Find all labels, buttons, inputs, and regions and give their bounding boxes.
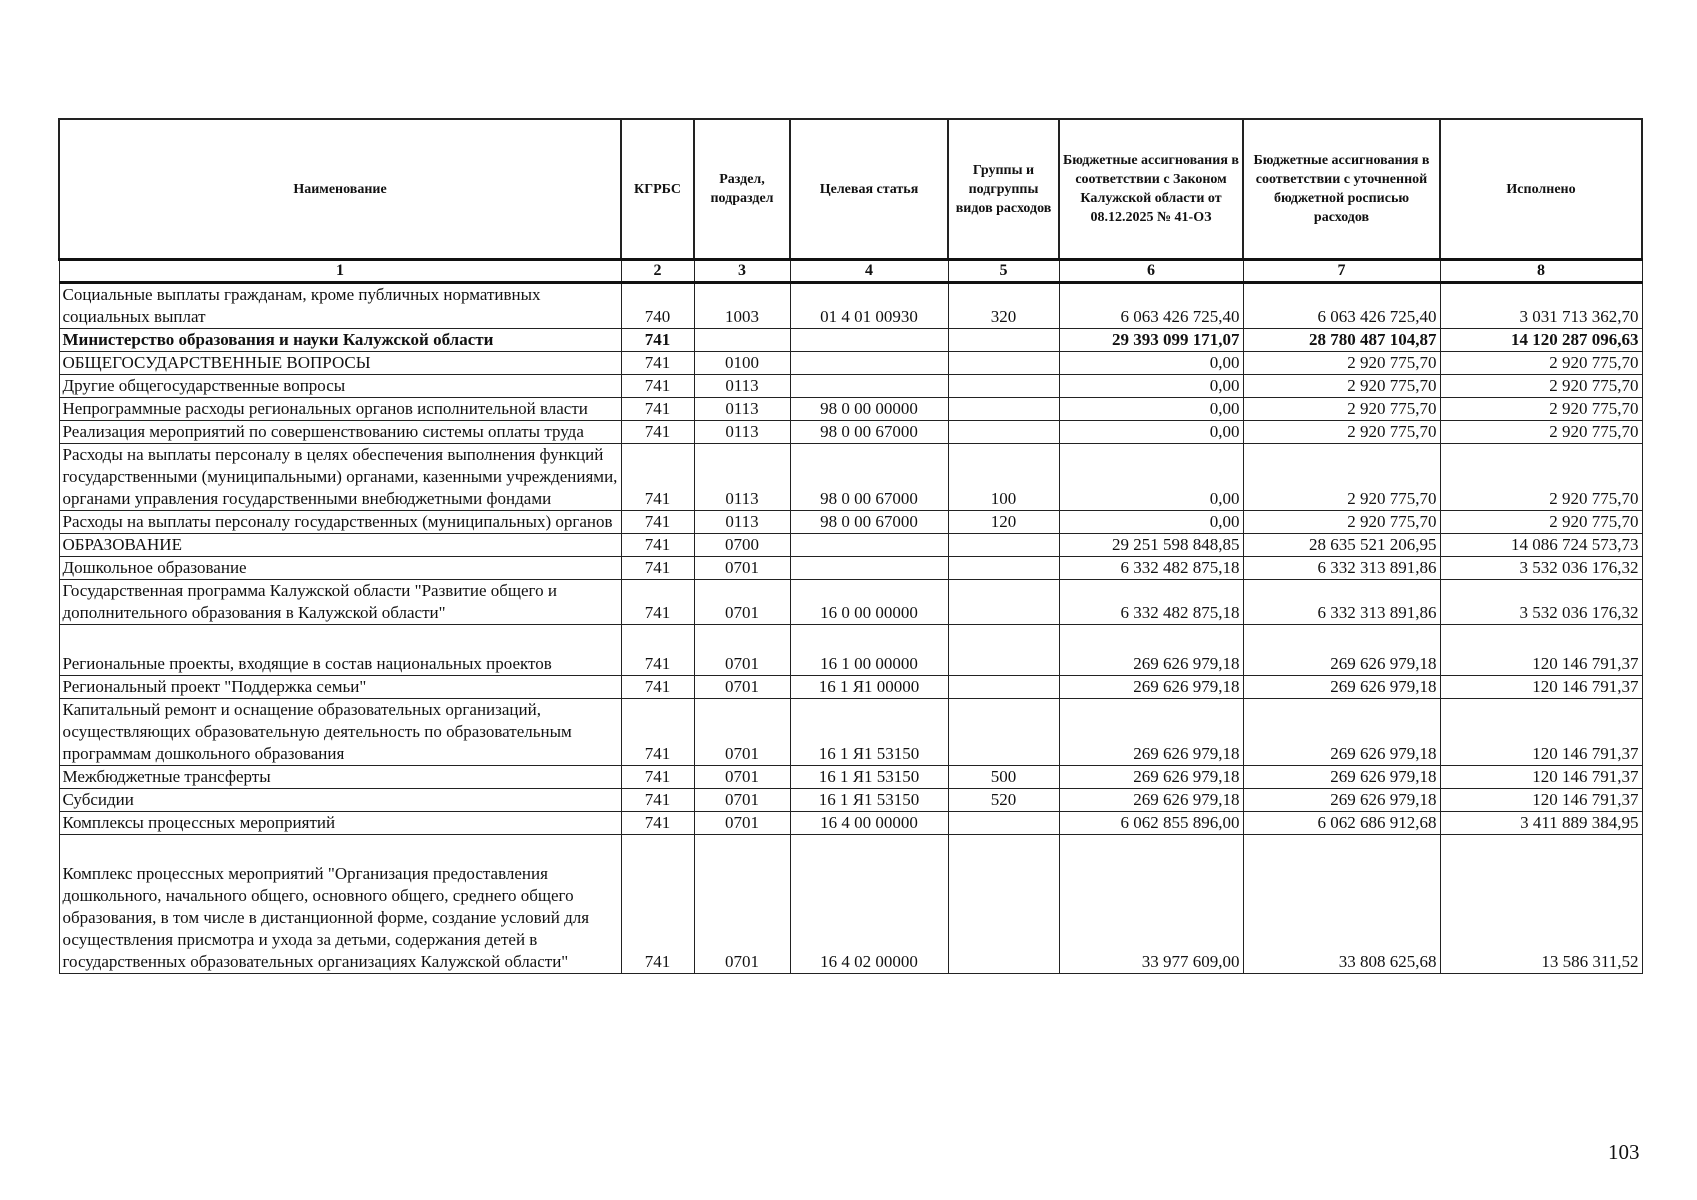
cell-kgrbs: 741 bbox=[621, 444, 694, 511]
cell-razdel: 0701 bbox=[694, 625, 790, 676]
header-razdel: Раздел, подраздел bbox=[694, 119, 790, 260]
cell-rospis: 2 920 775,70 bbox=[1243, 352, 1440, 375]
cell-name: Министерство образования и науки Калужской области bbox=[59, 329, 621, 352]
cell-celevaya bbox=[790, 375, 948, 398]
cell-razdel: 0701 bbox=[694, 580, 790, 625]
table-row bbox=[59, 329, 1642, 352]
cell-ispolneno: 2 920 775,70 bbox=[1440, 375, 1642, 398]
cell-vid bbox=[948, 329, 1059, 352]
column-number: 5 bbox=[948, 260, 1059, 283]
cell-name: Комплексы процессных мероприятий bbox=[59, 812, 621, 835]
cell-celevaya: 16 4 02 00000 bbox=[790, 835, 948, 974]
cell-razdel: 0701 bbox=[694, 766, 790, 789]
cell-ispolneno: 120 146 791,37 bbox=[1440, 625, 1642, 676]
cell-razdel: 0113 bbox=[694, 444, 790, 511]
table-row bbox=[59, 580, 1642, 625]
cell-rospis: 2 920 775,70 bbox=[1243, 398, 1440, 421]
budget-execution-table bbox=[58, 118, 1643, 974]
cell-ispolneno: 3 532 036 176,32 bbox=[1440, 580, 1642, 625]
column-number: 1 bbox=[59, 260, 621, 283]
cell-ispolneno: 2 920 775,70 bbox=[1440, 511, 1642, 534]
cell-kgrbs: 741 bbox=[621, 557, 694, 580]
cell-kgrbs: 741 bbox=[621, 789, 694, 812]
cell-celevaya bbox=[790, 352, 948, 375]
page-number: 103 bbox=[1608, 1140, 1640, 1164]
cell-kgrbs: 741 bbox=[621, 812, 694, 835]
cell-rospis: 6 063 426 725,40 bbox=[1243, 283, 1440, 329]
cell-rospis: 269 626 979,18 bbox=[1243, 676, 1440, 699]
cell-kgrbs: 741 bbox=[621, 835, 694, 974]
cell-celevaya: 16 1 Я1 00000 bbox=[790, 676, 948, 699]
cell-vid bbox=[948, 812, 1059, 835]
cell-name: Капитальный ремонт и оснащение образовательных организаций, осуществляющих образовательную деятельность по образовательным программам дошкольного образования bbox=[59, 699, 621, 766]
cell-law: 269 626 979,18 bbox=[1059, 789, 1243, 812]
cell-kgrbs: 740 bbox=[621, 283, 694, 329]
cell-name: Другие общегосударственные вопросы bbox=[59, 375, 621, 398]
cell-name: ОБЩЕГОСУДАРСТВЕННЫЕ ВОПРОСЫ bbox=[59, 352, 621, 375]
cell-razdel: 0701 bbox=[694, 789, 790, 812]
cell-vid: 120 bbox=[948, 511, 1059, 534]
cell-rospis: 33 808 625,68 bbox=[1243, 835, 1440, 974]
cell-celevaya: 01 4 01 00930 bbox=[790, 283, 948, 329]
cell-ispolneno: 120 146 791,37 bbox=[1440, 766, 1642, 789]
table-row bbox=[59, 789, 1642, 812]
column-number-row bbox=[59, 260, 1642, 283]
cell-law: 6 332 482 875,18 bbox=[1059, 557, 1243, 580]
cell-law: 269 626 979,18 bbox=[1059, 699, 1243, 766]
cell-ispolneno: 3 031 713 362,70 bbox=[1440, 283, 1642, 329]
cell-rospis: 28 780 487 104,87 bbox=[1243, 329, 1440, 352]
cell-celevaya: 98 0 00 00000 bbox=[790, 398, 948, 421]
cell-vid: 520 bbox=[948, 789, 1059, 812]
cell-ispolneno: 3 532 036 176,32 bbox=[1440, 557, 1642, 580]
cell-ispolneno: 14 086 724 573,73 bbox=[1440, 534, 1642, 557]
cell-rospis: 6 062 686 912,68 bbox=[1243, 812, 1440, 835]
table-row bbox=[59, 835, 1642, 974]
cell-law: 269 626 979,18 bbox=[1059, 766, 1243, 789]
cell-celevaya: 98 0 00 67000 bbox=[790, 421, 948, 444]
cell-vid: 100 bbox=[948, 444, 1059, 511]
table-row bbox=[59, 511, 1642, 534]
cell-kgrbs: 741 bbox=[621, 398, 694, 421]
cell-law: 269 626 979,18 bbox=[1059, 625, 1243, 676]
cell-rospis: 2 920 775,70 bbox=[1243, 375, 1440, 398]
cell-vid: 500 bbox=[948, 766, 1059, 789]
cell-ispolneno: 120 146 791,37 bbox=[1440, 699, 1642, 766]
cell-vid bbox=[948, 580, 1059, 625]
cell-ispolneno: 3 411 889 384,95 bbox=[1440, 812, 1642, 835]
table-row bbox=[59, 812, 1642, 835]
cell-rospis: 269 626 979,18 bbox=[1243, 625, 1440, 676]
cell-celevaya: 98 0 00 67000 bbox=[790, 511, 948, 534]
cell-kgrbs: 741 bbox=[621, 766, 694, 789]
column-number: 8 bbox=[1440, 260, 1642, 283]
cell-razdel bbox=[694, 329, 790, 352]
cell-celevaya bbox=[790, 329, 948, 352]
cell-celevaya: 16 0 00 00000 bbox=[790, 580, 948, 625]
table-body bbox=[59, 283, 1642, 974]
cell-celevaya: 98 0 00 67000 bbox=[790, 444, 948, 511]
cell-rospis: 2 920 775,70 bbox=[1243, 511, 1440, 534]
cell-razdel: 0100 bbox=[694, 352, 790, 375]
cell-ispolneno: 2 920 775,70 bbox=[1440, 444, 1642, 511]
cell-law: 6 063 426 725,40 bbox=[1059, 283, 1243, 329]
cell-vid bbox=[948, 534, 1059, 557]
cell-name: Расходы на выплаты персоналу государственных (муниципальных) органов bbox=[59, 511, 621, 534]
cell-ispolneno: 14 120 287 096,63 bbox=[1440, 329, 1642, 352]
cell-razdel: 0701 bbox=[694, 812, 790, 835]
cell-vid bbox=[948, 625, 1059, 676]
cell-kgrbs: 741 bbox=[621, 329, 694, 352]
table-row bbox=[59, 557, 1642, 580]
cell-kgrbs: 741 bbox=[621, 676, 694, 699]
cell-kgrbs: 741 bbox=[621, 699, 694, 766]
cell-name: Комплекс процессных мероприятий "Организация предоставления дошкольного, начального общего, основного общего, среднего общего образования, в том числе в дистанционной форме, создание условий для осуществления присмотра и ухода за детьми, содержания детей в государственных образовательных организациях Калужской области" bbox=[59, 835, 621, 974]
table-row bbox=[59, 534, 1642, 557]
cell-vid bbox=[948, 557, 1059, 580]
table-row bbox=[59, 283, 1642, 329]
cell-law: 0,00 bbox=[1059, 444, 1243, 511]
cell-vid bbox=[948, 676, 1059, 699]
cell-razdel: 0113 bbox=[694, 375, 790, 398]
cell-ispolneno: 2 920 775,70 bbox=[1440, 421, 1642, 444]
cell-law: 0,00 bbox=[1059, 398, 1243, 421]
column-number: 3 bbox=[694, 260, 790, 283]
table-row bbox=[59, 766, 1642, 789]
cell-razdel: 0113 bbox=[694, 398, 790, 421]
header-rospis: Бюджетные ассигнования в соответствии с уточненной бюджетной росписью расходов bbox=[1243, 119, 1440, 260]
cell-vid bbox=[948, 421, 1059, 444]
header-vid: Группы и подгруппы видов расходов bbox=[948, 119, 1059, 260]
cell-name: Региональный проект "Поддержка семьи" bbox=[59, 676, 621, 699]
cell-law: 0,00 bbox=[1059, 511, 1243, 534]
cell-celevaya: 16 1 Я1 53150 bbox=[790, 699, 948, 766]
table-row bbox=[59, 444, 1642, 511]
column-number: 2 bbox=[621, 260, 694, 283]
cell-vid: 320 bbox=[948, 283, 1059, 329]
header-celevaya: Целевая статья bbox=[790, 119, 948, 260]
cell-razdel: 1003 bbox=[694, 283, 790, 329]
cell-ispolneno: 120 146 791,37 bbox=[1440, 789, 1642, 812]
table-row bbox=[59, 398, 1642, 421]
cell-rospis: 28 635 521 206,95 bbox=[1243, 534, 1440, 557]
cell-name: Субсидии bbox=[59, 789, 621, 812]
cell-law: 6 332 482 875,18 bbox=[1059, 580, 1243, 625]
table-row bbox=[59, 676, 1642, 699]
table-row bbox=[59, 421, 1642, 444]
cell-razdel: 0113 bbox=[694, 511, 790, 534]
cell-law: 0,00 bbox=[1059, 375, 1243, 398]
header-name: Наименование bbox=[59, 119, 621, 260]
cell-razdel: 0113 bbox=[694, 421, 790, 444]
cell-razdel: 0701 bbox=[694, 557, 790, 580]
cell-law: 6 062 855 896,00 bbox=[1059, 812, 1243, 835]
cell-celevaya bbox=[790, 557, 948, 580]
cell-ispolneno: 2 920 775,70 bbox=[1440, 398, 1642, 421]
header-ispolneno: Исполнено bbox=[1440, 119, 1642, 260]
cell-name: Межбюджетные трансферты bbox=[59, 766, 621, 789]
cell-celevaya bbox=[790, 534, 948, 557]
cell-kgrbs: 741 bbox=[621, 421, 694, 444]
cell-kgrbs: 741 bbox=[621, 511, 694, 534]
cell-rospis: 269 626 979,18 bbox=[1243, 789, 1440, 812]
column-number: 4 bbox=[790, 260, 948, 283]
cell-vid bbox=[948, 398, 1059, 421]
cell-rospis: 2 920 775,70 bbox=[1243, 444, 1440, 511]
cell-ispolneno: 13 586 311,52 bbox=[1440, 835, 1642, 974]
cell-name: Расходы на выплаты персоналу в целях обеспечения выполнения функций государственными (муниципальными) органами, казенными учреждениями, органами управления государственными внебюджетными фондами bbox=[59, 444, 621, 511]
cell-ispolneno: 2 920 775,70 bbox=[1440, 352, 1642, 375]
cell-vid bbox=[948, 835, 1059, 974]
cell-vid bbox=[948, 375, 1059, 398]
table-row bbox=[59, 625, 1642, 676]
cell-celevaya: 16 1 Я1 53150 bbox=[790, 766, 948, 789]
cell-rospis: 6 332 313 891,86 bbox=[1243, 557, 1440, 580]
cell-law: 29 251 598 848,85 bbox=[1059, 534, 1243, 557]
cell-kgrbs: 741 bbox=[621, 352, 694, 375]
cell-rospis: 269 626 979,18 bbox=[1243, 699, 1440, 766]
cell-rospis: 2 920 775,70 bbox=[1243, 421, 1440, 444]
cell-law: 33 977 609,00 bbox=[1059, 835, 1243, 974]
cell-rospis: 269 626 979,18 bbox=[1243, 766, 1440, 789]
cell-kgrbs: 741 bbox=[621, 375, 694, 398]
cell-kgrbs: 741 bbox=[621, 534, 694, 557]
cell-name: Социальные выплаты гражданам, кроме публичных нормативных социальных выплат bbox=[59, 283, 621, 329]
cell-name: Дошкольное образование bbox=[59, 557, 621, 580]
cell-ispolneno: 120 146 791,37 bbox=[1440, 676, 1642, 699]
table-row bbox=[59, 375, 1642, 398]
cell-law: 29 393 099 171,07 bbox=[1059, 329, 1243, 352]
cell-law: 0,00 bbox=[1059, 421, 1243, 444]
cell-vid bbox=[948, 699, 1059, 766]
cell-celevaya: 16 4 00 00000 bbox=[790, 812, 948, 835]
cell-name: Непрограммные расходы региональных органов исполнительной власти bbox=[59, 398, 621, 421]
cell-name: Реализация мероприятий по совершенствованию системы оплаты труда bbox=[59, 421, 621, 444]
column-number: 7 bbox=[1243, 260, 1440, 283]
header-law: Бюджетные ассигнования в соответствии с Законом Калужской области от 08.12.2025 № 41-ОЗ bbox=[1059, 119, 1243, 260]
header-row bbox=[59, 119, 1642, 260]
cell-razdel: 0701 bbox=[694, 699, 790, 766]
cell-name: Государственная программа Калужской области "Развитие общего и дополнительного образования в Калужской области" bbox=[59, 580, 621, 625]
cell-vid bbox=[948, 352, 1059, 375]
cell-law: 0,00 bbox=[1059, 352, 1243, 375]
cell-razdel: 0700 bbox=[694, 534, 790, 557]
cell-celevaya: 16 1 Я1 53150 bbox=[790, 789, 948, 812]
header-kgrbs: КГРБС bbox=[621, 119, 694, 260]
cell-kgrbs: 741 bbox=[621, 625, 694, 676]
cell-rospis: 6 332 313 891,86 bbox=[1243, 580, 1440, 625]
cell-name: Региональные проекты, входящие в состав национальных проектов bbox=[59, 625, 621, 676]
cell-razdel: 0701 bbox=[694, 676, 790, 699]
column-number: 6 bbox=[1059, 260, 1243, 283]
table-row bbox=[59, 699, 1642, 766]
cell-celevaya: 16 1 00 00000 bbox=[790, 625, 948, 676]
cell-law: 269 626 979,18 bbox=[1059, 676, 1243, 699]
cell-razdel: 0701 bbox=[694, 835, 790, 974]
table-row bbox=[59, 352, 1642, 375]
cell-name: ОБРАЗОВАНИЕ bbox=[59, 534, 621, 557]
cell-kgrbs: 741 bbox=[621, 580, 694, 625]
